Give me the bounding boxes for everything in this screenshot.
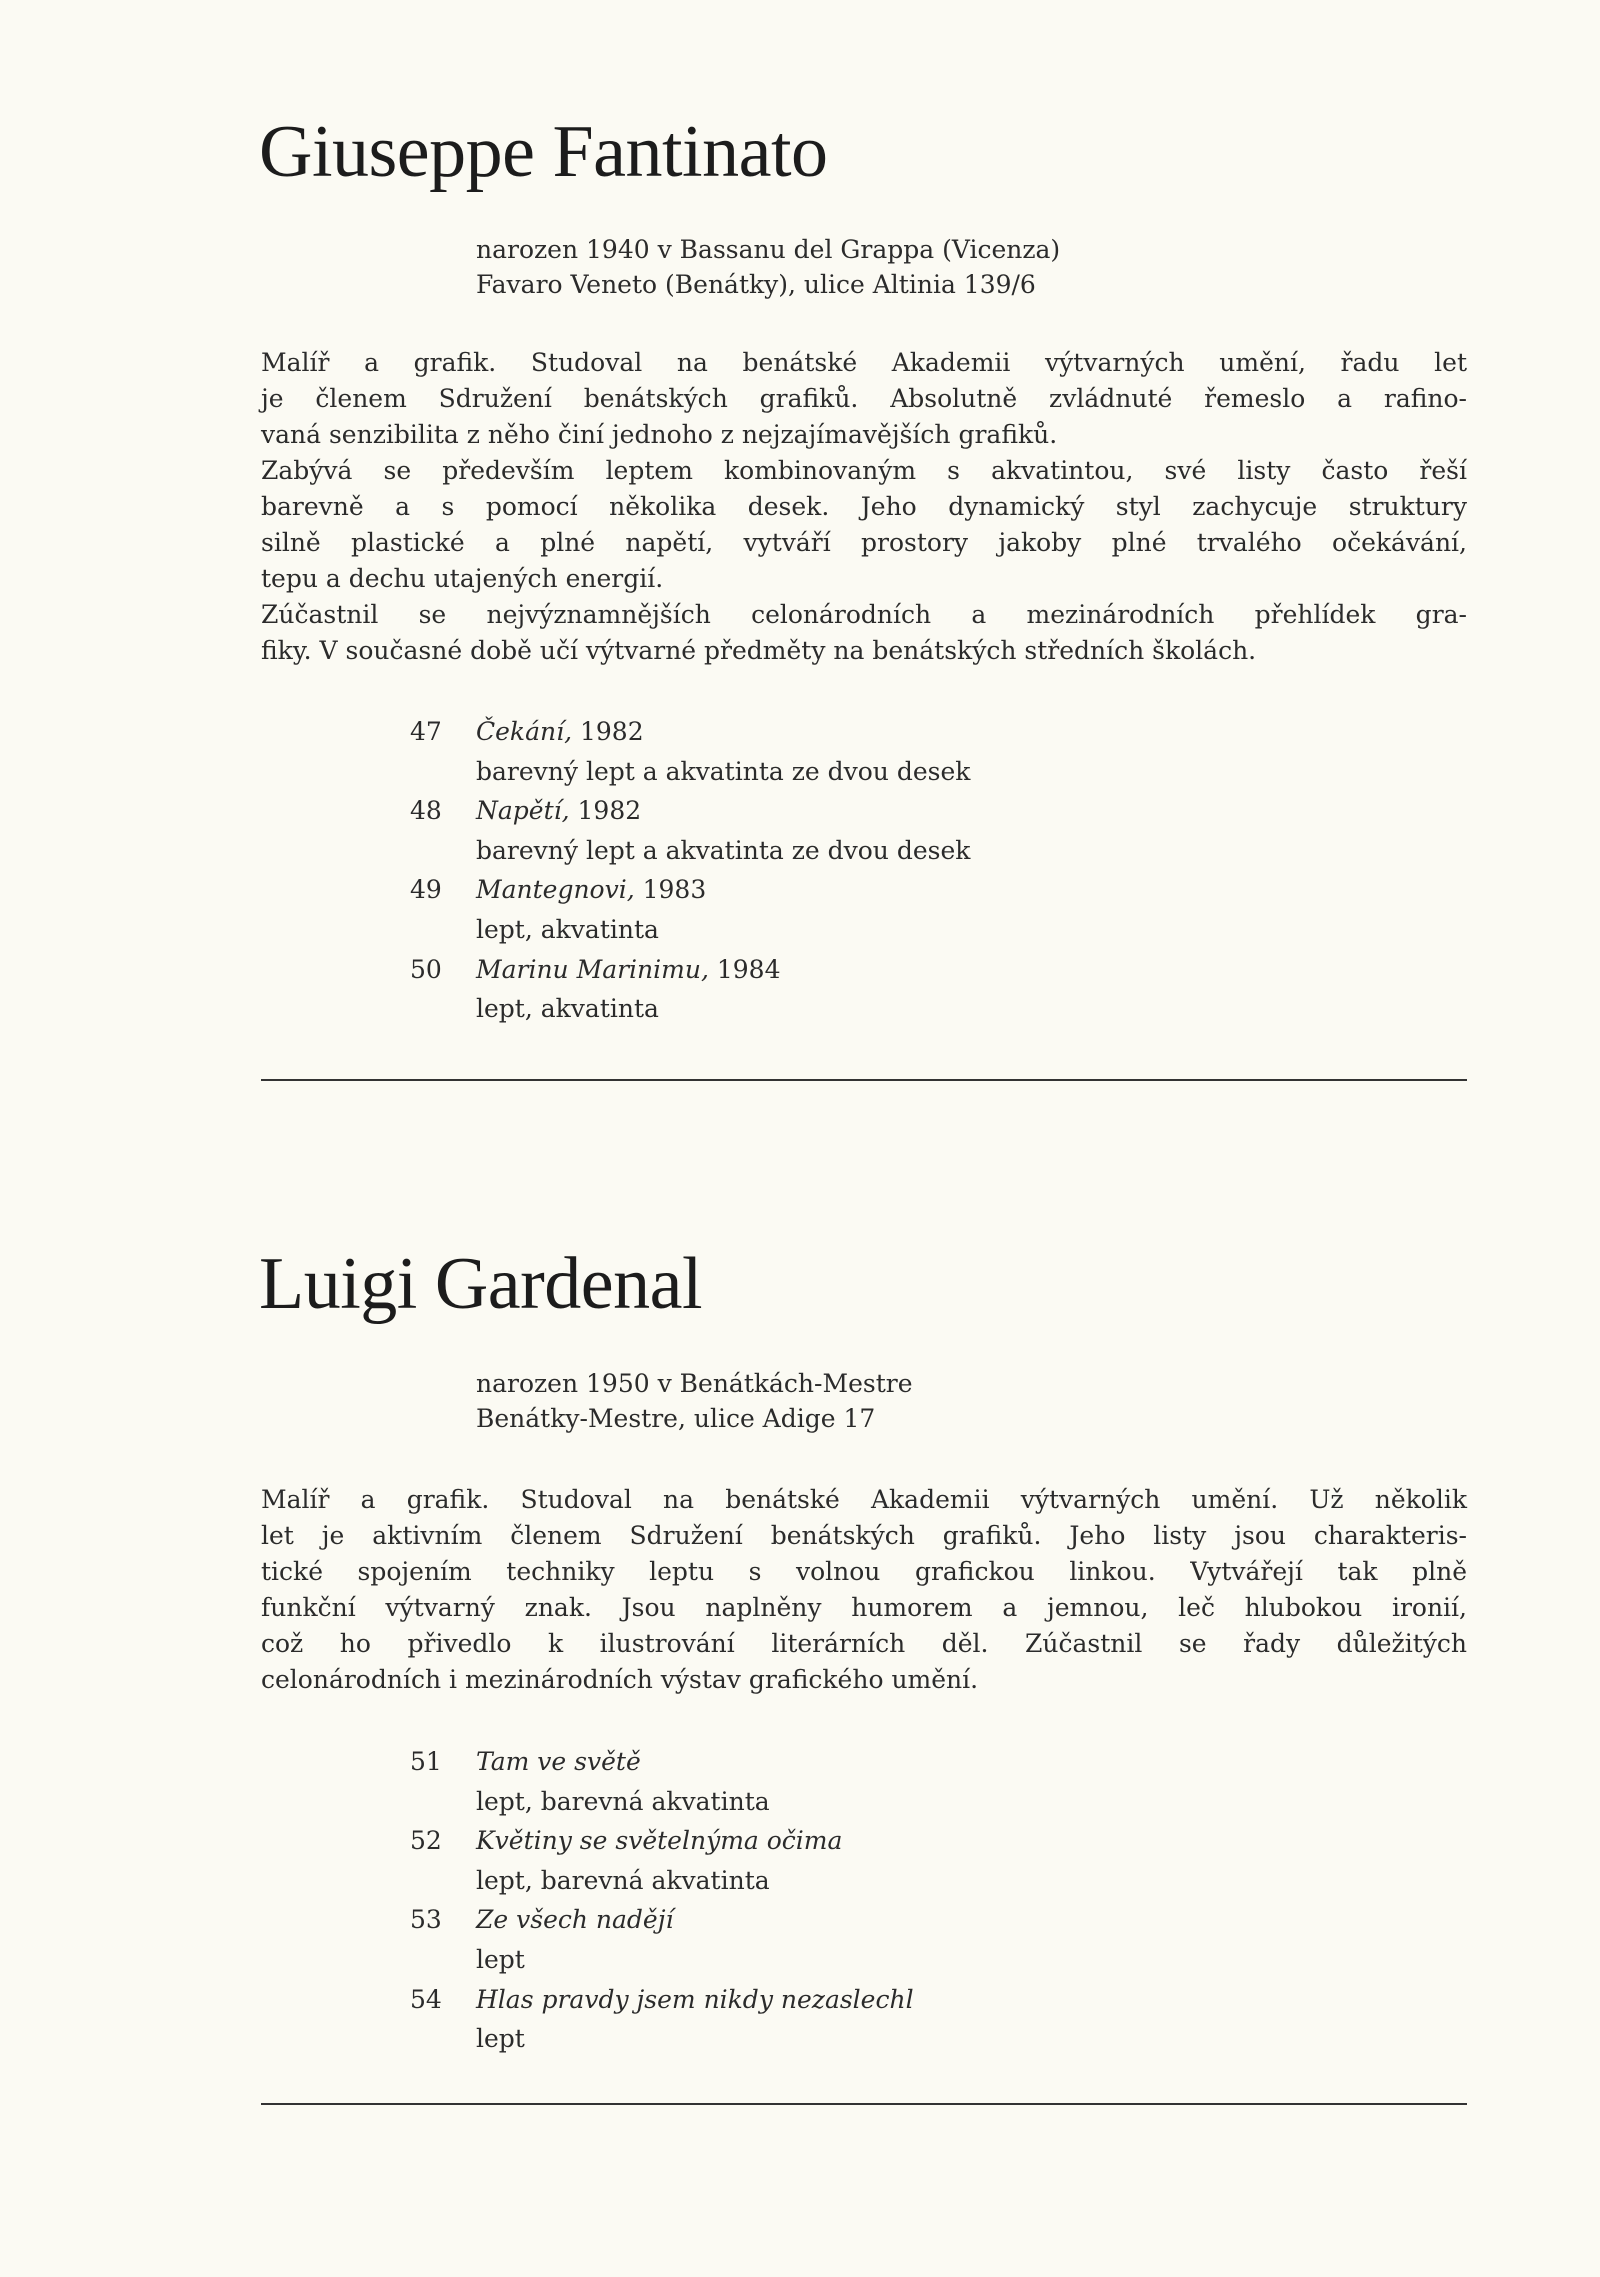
artist-name: Giuseppe Fantinato — [259, 111, 828, 193]
biography-line: fiky. V současné době učí výtvarné předměty na benátských středních školách. — [261, 636, 1257, 665]
work-technique: lept, akvatinta — [476, 914, 659, 944]
work-technique: lept, barevná akvatinta — [476, 1786, 770, 1816]
works-list — [410, 1742, 914, 2059]
work-item — [410, 1821, 914, 1900]
biography-line: Malíř a grafik. Studoval na benátské Akademii výtvarných umění. Už několik — [261, 1485, 1467, 1514]
birth-info — [476, 232, 1060, 302]
biography-line: let je aktivním členem Sdružení benátských grafiků. Jeho listy jsou charakteris- — [261, 1521, 1467, 1550]
work-title: Ze všech nadějí — [476, 1905, 674, 1935]
birth-line: narozen 1950 v Benátkách-Mestre — [476, 1369, 913, 1398]
birth-line: narozen 1940 v Bassanu del Grappa (Vicenza) — [476, 235, 1061, 264]
work-item — [410, 712, 970, 791]
biography-line: což ho přivedlo k ilustrování literárních děl. Zúčastnil se řady důležitých — [261, 1629, 1467, 1658]
work-number: 48 — [410, 796, 442, 826]
work-item — [410, 1980, 914, 2059]
work-year: 1982 — [579, 717, 644, 746]
work-number: 49 — [410, 875, 442, 905]
work-number: 47 — [410, 717, 442, 746]
work-year: 1984 — [716, 954, 781, 984]
artist-name: Luigi Gardenal — [259, 1243, 702, 1325]
work-title: Čekání, — [476, 717, 573, 746]
work-title: Tam ve světě — [476, 1747, 641, 1776]
biography-line: funkční výtvarný znak. Jsou naplněny humorem a jemnou, leč hlubokou ironií, — [261, 1593, 1467, 1622]
work-technique: lept, akvatinta — [476, 994, 659, 1024]
work-number: 54 — [410, 1984, 442, 2014]
work-title: Marinu Marinimu, — [476, 954, 709, 984]
biography-line: je členem Sdružení benátských grafiků. Absolutně zvládnuté řemeslo a rafino- — [261, 384, 1467, 413]
biography-line: Zabývá se především leptem kombinovaným s akvatintou, své listy často řeší — [261, 456, 1467, 485]
work-item — [410, 1900, 914, 1979]
work-number: 53 — [410, 1905, 442, 1935]
work-number: 50 — [410, 954, 442, 984]
biography-line: silně plastické a plné napětí, vytváří prostory jakoby plné trvalého očekávání, — [261, 528, 1467, 557]
work-technique: barevný lept a akvatinta ze dvou desek — [476, 756, 971, 786]
biography-line: vaná senzibilita z něho činí jednoho z nejzajímavějších grafiků. — [261, 420, 1058, 449]
birth-info — [476, 1366, 913, 1436]
work-title: Napětí, — [476, 796, 570, 826]
biography — [261, 345, 1467, 669]
biography-line: Zúčastnil se nejvýznamnějších celonárodních a mezinárodních přehlídek gra- — [261, 600, 1467, 629]
section-divider — [261, 2103, 1467, 2105]
work-item — [410, 870, 970, 949]
work-year: 1983 — [642, 875, 707, 905]
work-technique: lept, barevná akvatinta — [476, 1865, 770, 1895]
work-number: 52 — [410, 1826, 442, 1856]
address-line: Benátky-Mestre, ulice Adige 17 — [476, 1404, 876, 1433]
work-technique: lept — [476, 2024, 525, 2054]
biography-line: barevně a s pomocí několika desek. Jeho dynamický styl zachycuje struktury — [261, 492, 1467, 521]
biography — [261, 1482, 1467, 1698]
work-number: 51 — [410, 1747, 442, 1776]
work-technique: barevný lept a akvatinta ze dvou desek — [476, 835, 971, 865]
work-item — [410, 950, 970, 1029]
biography-line: tické spojením techniky leptu s volnou grafickou linkou. Vytvářejí tak plně — [261, 1557, 1467, 1586]
biography-line: tepu a dechu utajených energií. — [261, 564, 664, 593]
work-item — [410, 1742, 914, 1821]
work-title: Květiny se světelnýma očima — [476, 1826, 843, 1856]
work-title: Hlas pravdy jsem nikdy nezaslechl — [476, 1984, 914, 2014]
section-divider — [261, 1079, 1467, 1081]
address-line: Favaro Veneto (Benátky), ulice Altinia 139/6 — [476, 270, 1036, 299]
works-list — [410, 712, 970, 1029]
work-technique: lept — [476, 1944, 525, 1974]
work-year: 1982 — [577, 796, 642, 826]
biography-line: celonárodních i mezinárodních výstav grafického umění. — [261, 1665, 979, 1694]
work-title: Mantegnovi, — [476, 875, 635, 905]
work-item — [410, 791, 970, 870]
biography-line: Malíř a grafik. Studoval na benátské Akademii výtvarných umění, řadu let — [261, 348, 1467, 377]
